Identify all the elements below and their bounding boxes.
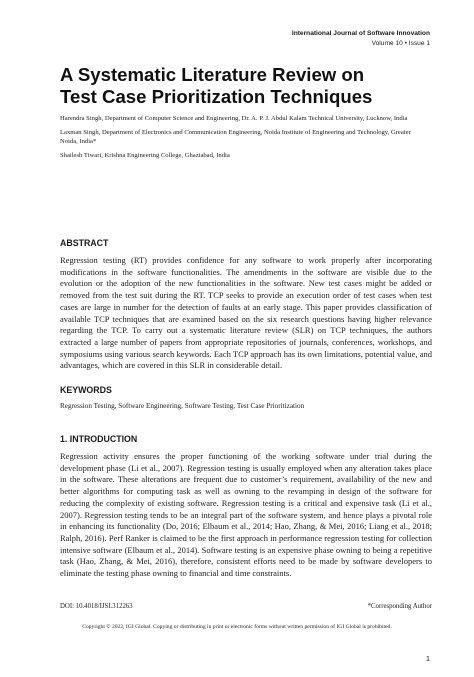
abstract-heading: ABSTRACT [60, 238, 109, 248]
author-list [60, 115, 420, 167]
volume-issue: Volume 10 • Issue 1 [371, 40, 430, 47]
keywords-heading: KEYWORDS [60, 385, 112, 395]
keywords-text: Regression Testing, Software Engineering, Software Testing, Test Case Prioritization [60, 402, 305, 410]
author-2: Laxman Singh, Department of Electronics and Communication Engineering, Noida Institute of Engineering and Technology, Greater Noida, India* [60, 129, 411, 145]
paper-title [60, 64, 440, 108]
page-number: 1 [425, 654, 430, 663]
author-3: Shailesh Tiwari, Krishna Engineering College, Ghaziabad, India [60, 152, 230, 160]
title-line-2: Test Case Prioritization Techniques [60, 86, 373, 107]
doi-text: DOI: 10.4018/IJSI.312263 [60, 603, 133, 610]
journal-name: International Journal of Software Innovation [291, 30, 430, 37]
author-1: Harendra Singh, Department of Computer Science and Engineering, Dr. A. P. J. Abdul Kalam Technical University, Lucknow, India [60, 115, 408, 122]
copyright-notice: Copyright © 2022, IGI Global. Copying or distributing in print or electronic forms without written permission of IGI Global is prohibited. [82, 624, 392, 630]
introduction-text: Regression activity ensures the proper functioning of the working software under trial during the development phase (Li et al., 2007). Regression testing is usually employed when any alteration takes place in the software. These alterations are frequent due to customer’s requirement, availability of the new and better algorithms for computing task as well as owning to the revamping in design of the software for reducing the complexity of existing software. Regression testing is a critical and expensive task (Li et al., 2007). Regression testing tends to be an integral part of the software system, and hence plays a pivotal role in enhancing its functionality (Do, 2016; Elbaum et al., 2014; Hao, Zhang, & Mei, 2016; Liang et al., 2018; Ralph, 2016). Perf Ranker is claimed to be the first approach in performance regression testing for collection intensive software (Elbaum et al., 2014). Software testing is an expensive phase owning to being a repetitive task (Hao, Zhang, & Mei, 2016), therefore, consistent efforts need to be made by software developers to eliminate the testing phase owning to financial and time constraints. [60, 451, 432, 579]
corresponding-author-note: *Corresponding Author [367, 603, 432, 610]
abstract-text: Regression testing (RT) provides confidence for any software to work properly after incorporating modifications in the software functionalities. The amendments in the software are visible due to the evolution or the adoption of the new functionalities in the software. New test cases might be added or removed from the test suit during the RT. TCP seeks to provide an execution order of test cases when test cases are large in number for the detection of faults at an early stage. This paper provides classification of available TCP techniques that are examined based on the six research questions having higher relevance regarding the TCP. To carry out a systematic literature review (SLR) on TCP techniques, the authors extracted a large number of papers from appropriate repositories of journals, conferences, workshops, and symposiums using various search keywords. Each TCP approach has its own limitations, potential value, and advantages, which are covered in this SLR in considerable detail. [60, 255, 432, 371]
journal-header [292, 29, 430, 49]
introduction-heading: 1. INTRODUCTION [60, 434, 138, 444]
title-line-1: A Systematic Literature Review on [60, 64, 365, 85]
